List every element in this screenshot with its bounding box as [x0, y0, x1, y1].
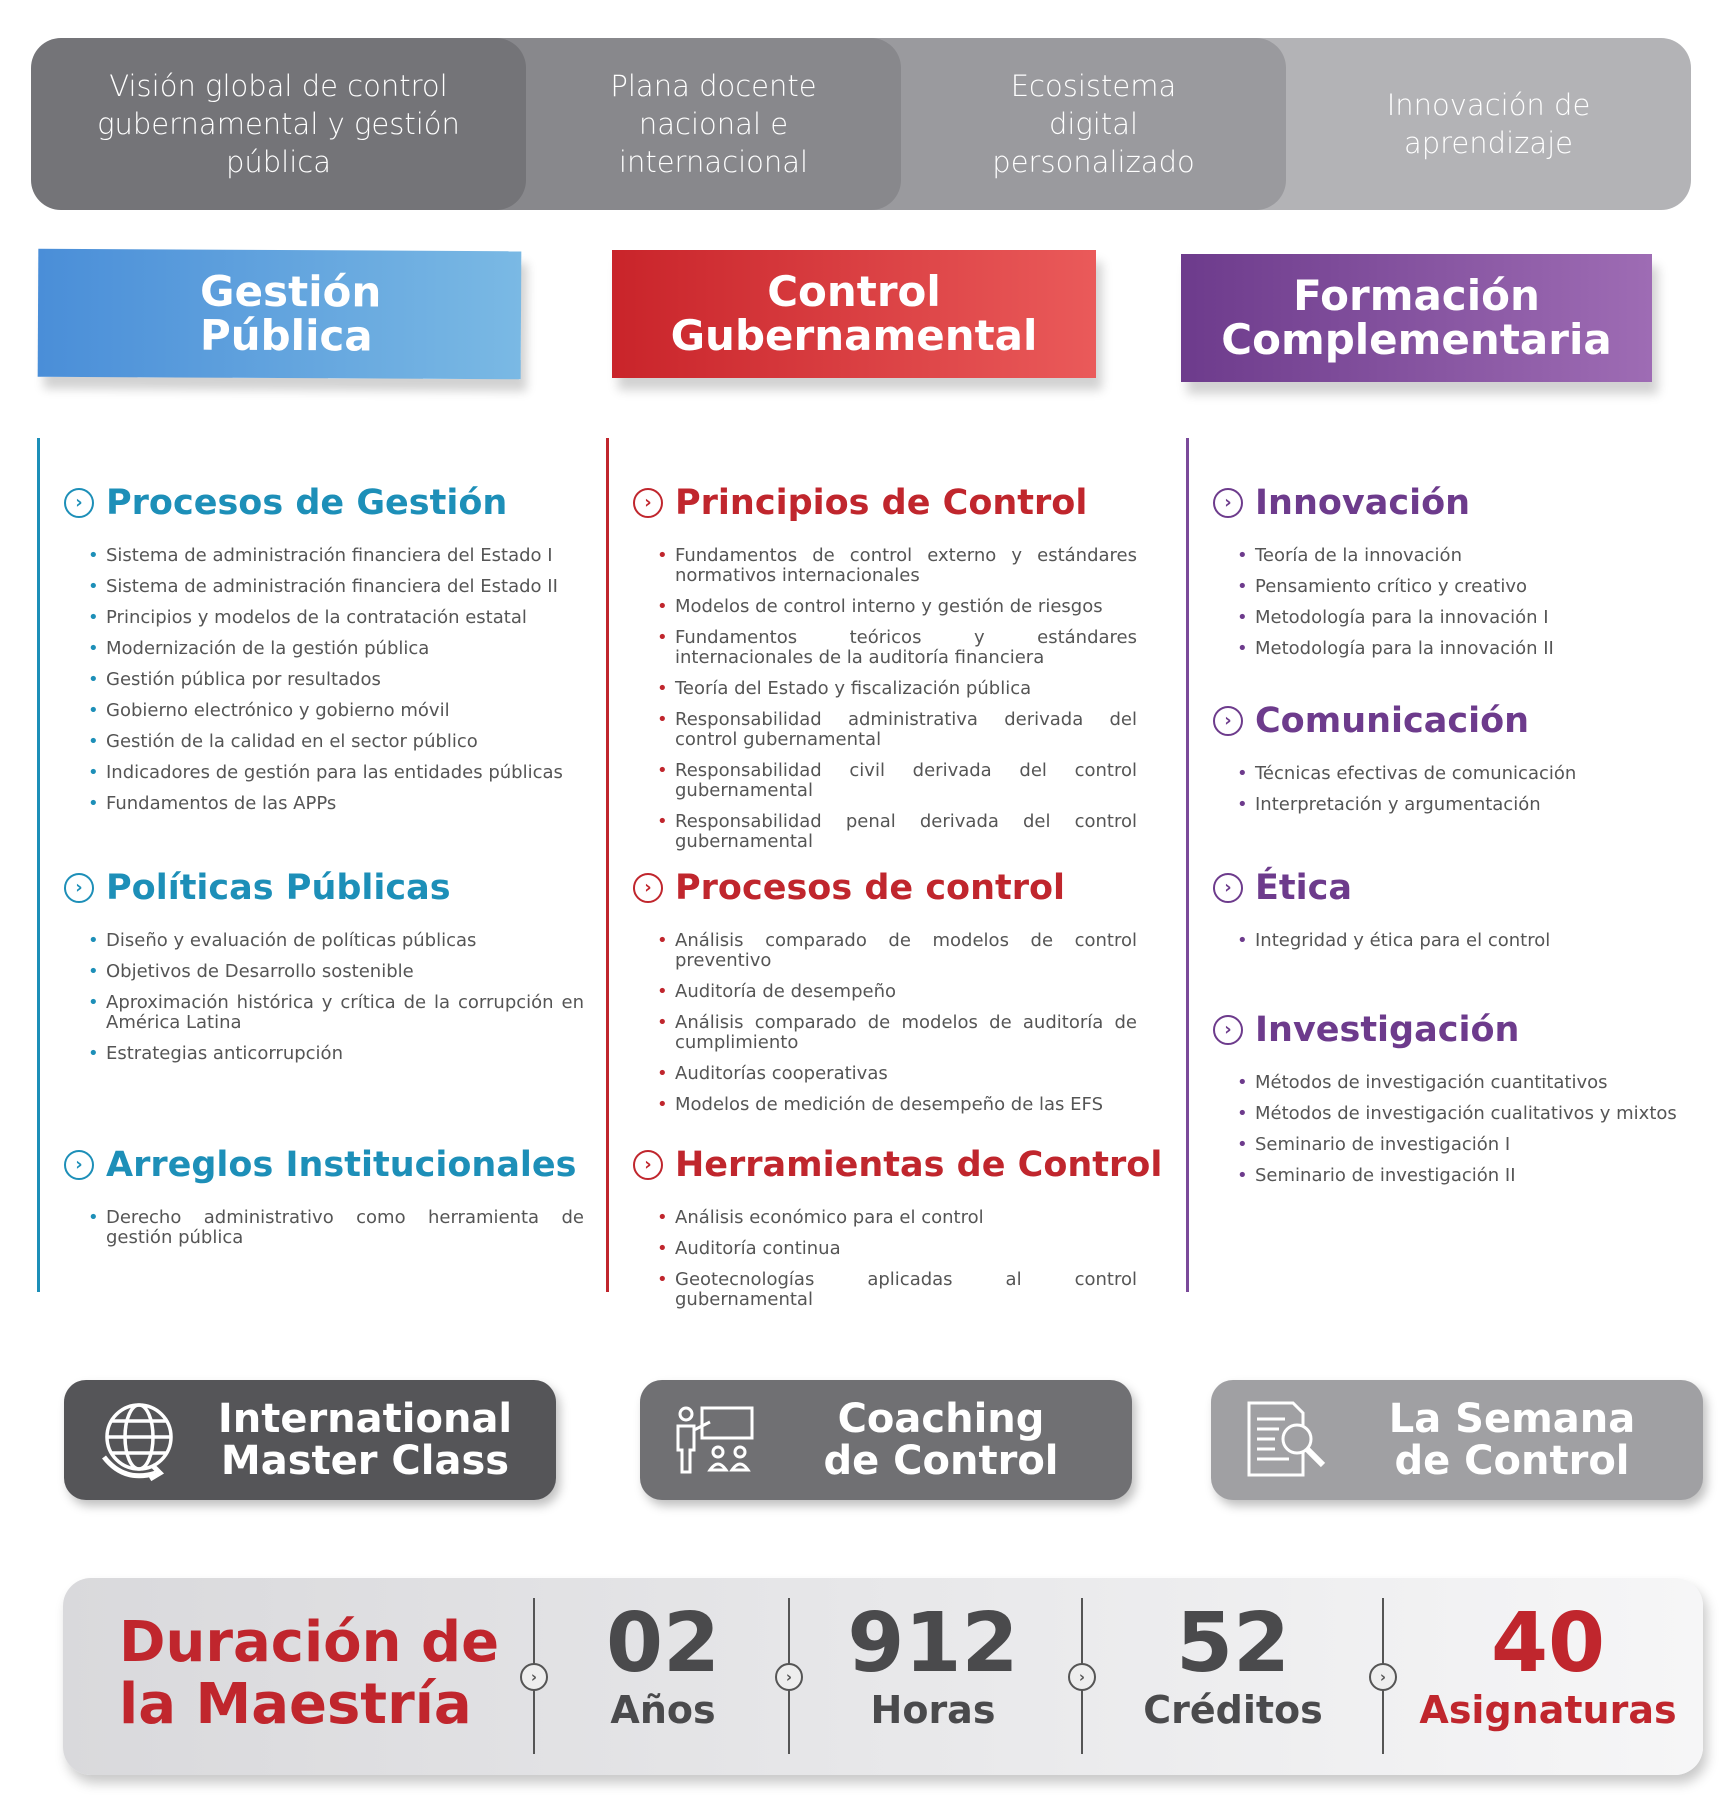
section-header — [633, 1140, 1166, 1190]
section-herramientas-control — [633, 1140, 1166, 1321]
section-title: Investigación — [1255, 1010, 1520, 1050]
course-item: • Análisis económico para el control — [657, 1208, 1137, 1228]
section-politicas-publicas — [64, 863, 584, 1075]
course-item: • Auditorías cooperativas — [657, 1064, 1137, 1084]
course-item: • Análisis comparado de modelos de control preventivo — [657, 931, 1137, 971]
course-list — [633, 546, 1137, 852]
course-list — [1213, 1073, 1683, 1186]
section-title: Innovación — [1255, 483, 1471, 523]
chevron-right-icon: › — [775, 1663, 803, 1691]
course-item: • Modelos de control interno y gestión de riesgos — [657, 597, 1137, 617]
chevron-right-circle-icon: › — [64, 873, 94, 903]
section-innovacion — [1213, 478, 1686, 670]
stat-number: 912 — [847, 1596, 1019, 1691]
course-item: • Objetivos de Desarrollo sostenible — [88, 962, 584, 982]
column-formacion-complementaria — [1186, 438, 1686, 1292]
course-list — [633, 1208, 1137, 1310]
course-list — [64, 546, 584, 814]
course-item: • Aproximación histórica y crítica de la corrupción en América Latina — [88, 993, 584, 1033]
section-title: Ética — [1255, 868, 1353, 908]
stat-number: 52 — [1175, 1596, 1291, 1691]
course-item: • Responsabilidad administrativa derivada del control gubernamental — [657, 710, 1137, 750]
stat-divider — [1078, 1598, 1086, 1754]
course-item: • Interpretación y argumentación — [1237, 795, 1683, 815]
feature-pill-vision: Visión global de control gubernamental y gestión pública — [31, 38, 526, 210]
feature-pill-innovacion: Innovación de aprendizaje — [1256, 38, 1691, 210]
section-principios-control — [633, 478, 1166, 863]
stat-hours — [833, 1596, 1033, 1732]
banner-line: Complementaria — [1221, 315, 1612, 364]
course-item: • Fundamentos teóricos y estándares internacionales de la auditoría financiera — [657, 628, 1137, 668]
coaching-de-control-card — [640, 1380, 1132, 1500]
course-item: • Principios y modelos de la contratación estatal — [88, 608, 584, 628]
course-list — [633, 931, 1137, 1115]
course-list — [1213, 764, 1683, 815]
course-item: • Modernización de la gestión pública — [88, 639, 584, 659]
course-item: • Pensamiento crítico y creativo — [1237, 577, 1683, 597]
section-title: Procesos de Gestión — [106, 483, 508, 523]
section-comunicacion — [1213, 696, 1686, 826]
activity-label-text: Coaching de Control — [823, 1396, 1059, 1484]
feature-pill-docentes: Plana docente nacional e internacional — [496, 38, 901, 210]
chevron-right-icon: › — [520, 1663, 548, 1691]
banner-control-gubernamental — [612, 250, 1096, 378]
chevron-right-circle-icon: › — [633, 1150, 663, 1180]
stat-number: 40 — [1490, 1596, 1606, 1691]
stat-unit: Créditos — [1143, 1688, 1323, 1732]
banner-line: Control — [767, 267, 941, 316]
course-item: • Gestión de la calidad en el sector público — [88, 732, 584, 752]
banner-gestion-publica — [38, 249, 522, 380]
course-item: • Sistema de administración financiera del Estado I — [88, 546, 584, 566]
activity-label — [1341, 1398, 1703, 1482]
course-item: • Derecho administrativo como herramienta de gestión pública — [88, 1208, 584, 1248]
stat-divider — [1379, 1598, 1387, 1754]
banner-line: Gubernamental — [670, 311, 1038, 360]
chevron-right-circle-icon: › — [633, 873, 663, 903]
course-item: • Auditoría de desempeño — [657, 982, 1137, 1002]
course-item: • Gobierno electrónico y gobierno móvil — [88, 701, 584, 721]
section-header — [1213, 863, 1686, 913]
section-header — [1213, 1005, 1686, 1055]
course-list — [64, 1208, 584, 1248]
course-list — [64, 931, 584, 1064]
chevron-right-circle-icon: › — [1213, 873, 1243, 903]
stat-years — [573, 1596, 753, 1732]
activity-label — [770, 1398, 1132, 1482]
section-procesos-control — [633, 863, 1166, 1126]
duration-bar — [63, 1578, 1703, 1775]
feature-pill-ecosistema: Ecosistema digital personalizado — [871, 38, 1286, 210]
course-item: • Análisis comparado de modelos de auditoría de cumplimiento — [657, 1013, 1137, 1053]
stat-credits — [1123, 1596, 1343, 1732]
course-item: • Técnicas efectivas de comunicación — [1237, 764, 1683, 784]
course-item: • Metodología para la innovación I — [1237, 608, 1683, 628]
stat-unit: Horas — [870, 1688, 996, 1732]
activity-label-text: International Master Class — [217, 1396, 513, 1484]
activity-label — [194, 1398, 556, 1482]
course-item: • Auditoría continua — [657, 1239, 1137, 1259]
stat-divider — [530, 1598, 538, 1754]
course-item: • Geotecnologías aplicadas al control gubernamental — [657, 1270, 1137, 1310]
course-item: • Responsabilidad civil derivada del control gubernamental — [657, 761, 1137, 801]
course-item: • Seminario de investigación II — [1237, 1166, 1683, 1186]
course-item: • Metodología para la innovación II — [1237, 639, 1683, 659]
course-item: • Fundamentos de control externo y estándares normativos internacionales — [657, 546, 1137, 586]
stat-divider — [785, 1598, 793, 1754]
course-list — [1213, 546, 1683, 659]
document-search-icon — [1231, 1380, 1341, 1500]
chevron-right-circle-icon: › — [633, 488, 663, 518]
section-header — [64, 1140, 577, 1190]
globe-icon — [84, 1380, 194, 1500]
international-master-class-card — [64, 1380, 556, 1500]
course-item: • Teoría de la innovación — [1237, 546, 1683, 566]
banner-formacion-complementaria — [1181, 254, 1652, 382]
duration-title: Duración de la Maestría — [119, 1610, 500, 1737]
stat-subjects — [1403, 1596, 1693, 1732]
course-item: • Métodos de investigación cualitativos y mixtos — [1237, 1104, 1683, 1124]
section-header — [633, 478, 1166, 528]
section-procesos-gestion — [64, 478, 577, 825]
course-item: • Estrategias anticorrupción — [88, 1044, 584, 1064]
section-title: Políticas Públicas — [106, 868, 451, 908]
course-item: • Gestión pública por resultados — [88, 670, 584, 690]
la-semana-de-control-card — [1211, 1380, 1703, 1500]
chevron-right-circle-icon: › — [64, 1150, 94, 1180]
section-title: Procesos de control — [675, 868, 1066, 908]
section-arreglos-institucionales — [64, 1140, 584, 1259]
section-header — [633, 863, 1166, 913]
chevron-right-icon: › — [1369, 1663, 1397, 1691]
activity-label-text: La Semana de Control — [1388, 1396, 1636, 1484]
section-investigacion — [1213, 1005, 1686, 1197]
section-header — [1213, 478, 1686, 528]
section-header — [64, 478, 577, 528]
section-title: Comunicación — [1255, 701, 1530, 741]
stat-unit: Asignaturas — [1419, 1688, 1677, 1732]
course-item: • Modelos de medición de desempeño de las EFS — [657, 1095, 1137, 1115]
course-item: • Indicadores de gestión para las entidades públicas — [88, 763, 584, 783]
chevron-right-circle-icon: › — [1213, 1015, 1243, 1045]
chevron-right-circle-icon: › — [1213, 706, 1243, 736]
section-header — [1213, 696, 1686, 746]
banner-line: Gestión — [199, 266, 382, 317]
banner-line: Pública — [199, 310, 373, 361]
section-title: Arreglos Institucionales — [106, 1145, 577, 1185]
chevron-right-circle-icon: › — [1213, 488, 1243, 518]
course-item: • Métodos de investigación cuantitativos — [1237, 1073, 1683, 1093]
course-item: • Seminario de investigación I — [1237, 1135, 1683, 1155]
course-item: • Diseño y evaluación de políticas públicas — [88, 931, 584, 951]
section-etica — [1213, 863, 1686, 962]
section-header — [64, 863, 577, 913]
feature-pill-bar — [31, 38, 1691, 210]
section-title: Principios de Control — [675, 483, 1088, 523]
stat-number: 02 — [605, 1596, 721, 1691]
course-item: • Teoría del Estado y fiscalización pública — [657, 679, 1137, 699]
course-item: • Integridad y ética para el control — [1237, 931, 1683, 951]
column-gestion-publica — [37, 438, 584, 1292]
chevron-right-circle-icon: › — [64, 488, 94, 518]
course-item: • Fundamentos de las APPs — [88, 794, 584, 814]
teacher-icon — [660, 1380, 770, 1500]
banner-line: Formación — [1293, 271, 1540, 320]
course-item: • Sistema de administración financiera del Estado II — [88, 577, 584, 597]
stat-unit: Años — [610, 1688, 716, 1732]
course-list — [1213, 931, 1683, 951]
column-control-gubernamental — [606, 438, 1166, 1310]
course-item: • Responsabilidad penal derivada del control gubernamental — [657, 812, 1137, 852]
section-title: Herramientas de Control — [675, 1145, 1163, 1185]
chevron-right-icon: › — [1068, 1663, 1096, 1691]
